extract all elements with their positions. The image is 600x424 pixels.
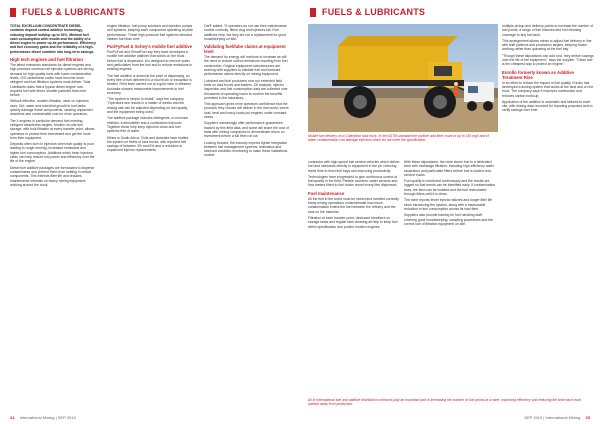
publication-name: International Mining | SEP 2019 xyxy=(19,415,76,420)
subhead-purifyfuel: PuriFyFuel & Schey's mobile fuel additive xyxy=(107,44,193,50)
haul-truck-illustration xyxy=(308,24,498,132)
paragraph: Without effective, modern filtration, wear on injectors rises. Dirt, water and microbial growth in fuel tanks quickly damage these components, causing unplanned downtime and considerable cost for mine operators. xyxy=(10,99,93,117)
subhead-high-tech-engines: High tech engines and fuel filtration xyxy=(10,57,84,63)
section-marker xyxy=(10,8,16,17)
paragraph: Mines in South Africa, Chile and Australia have trialled the system on fleets of haul trucks, with reported fuel savings of between 3% and 6% and a reduction in unplanned injector replacements. xyxy=(107,135,189,153)
right-col-1 xyxy=(308,160,400,396)
subhead-enrollo: Enrollo formerly known as Additive Treatment Rise xyxy=(502,69,574,80)
paragraph: "Though these stipulations can add cost, they deliver savings over the life of the equipment," says the supplier. "Clean fuel is the cheapest way to protect an engine." xyxy=(502,53,594,67)
paragraph: The additive package includes detergents, a corrosion inhibitor, a demulsifier and a combustion improver. Together these help keep injectors clean and fuel systems free of water. xyxy=(107,116,189,134)
right-col-2 xyxy=(404,160,496,396)
haul-truck-photo xyxy=(308,24,498,132)
paragraph: Technologies have progressed to give continuous control of fuel quality in the field. Particle counters, water sensors and flow meters fitted to fuel trucks record every litre dispensed. xyxy=(308,174,398,188)
paragraph: contractor with high-speed fuel service vehicles which deliver fuel and lubricants directly to equipment in the pit, reducing travel time to fixed fuel bays and improving productivity. xyxy=(308,160,400,173)
bottom-caption: All in international fuel and additive distribution contracts play an important part in increasing the number of fuel points at a mine, improving efficiency and reducing the time each truck spends away from production. xyxy=(308,398,582,407)
right-col-3 xyxy=(502,24,594,396)
paragraph: The fuel additive is dosed at the point of dispensing, so every litre of fuel delivered to a haul truck or excavator is treated. Field tests carried out at a gold mine in Western Australia showed measurable improvements in fuel economy. xyxy=(107,73,192,95)
photo-caption: Mobile fuel delivery on a Caterpillar haul truck. In the ASTM-standard the particle and fibre count of up to 150 mg/l and of water contamination can damage injectors which do not meet the specification. xyxy=(308,134,489,143)
paragraph: multiple pickup and delivery points to increase the number of fuel points, a range of fuel volumes and fuel cleaning coverage to any fuel tank. xyxy=(502,24,594,37)
paragraph: Looking forward, the industry expects tighter integration between fuel management systems, telematics and lubricant condition monitoring to make these validations routine. xyxy=(204,140,288,158)
paragraph: PuriFyFuel and SmartFuel say they have developed a mobile fuel additive platform that works on the truck before fuel is dispensed. It is designed to remove water and particulates from the fuel and to reduce emissions in existing engines. xyxy=(107,50,193,72)
paragraph: Lubricant and fuel producers now run extended field trials on haul trucks and loaders. Oil analysis, injector inspection and fuel consumption data are collected over thousands of operating hours to confirm the benefits promised in the laboratory. xyxy=(204,78,288,100)
page-number: 24 xyxy=(10,415,15,420)
paragraph: All the fuel in the world must be stored and handled correctly. Many mining operations underestimate how much contamination enters the fuel between the refinery and the tank on the machine. xyxy=(308,196,400,214)
paragraph: The latest emissions standards for diesel engines and high pressure common rail injection systems are driving demand for high quality fuels with lower contamination levels. ISO cleanliness codes have become more stringent and fuel filtration systems must deliver. Total Lubrifiants notes that a typical diesel engine now requires fuel with fewer, smaller particles than ever before. xyxy=(10,63,94,98)
paragraph: "The system is simple to install," says the company. "Operators see results in a matter of weeks and the dosing rate can be adjusted depending on fuel quality and the equipment being used." xyxy=(107,97,188,115)
paragraph: Tier 4 engines in particular demand fuel meeting stringent cleanliness targets. Modern on-site fuel storage, with bulk filtration at every transfer point, allows operators to protect their investment and get the most from their equipment. xyxy=(10,118,95,140)
paragraph: Cat® added: "If operators do not use their maintenance routine correctly, filters clog and injectors fail. Fuel additives help, but they are not a replacement for good housekeeping on site." xyxy=(204,24,288,41)
left-footer xyxy=(10,415,76,420)
page-number: 25 xyxy=(585,415,590,420)
publication-name: SEP 2019 | International Mining xyxy=(524,415,581,420)
left-col-2 xyxy=(107,24,193,406)
subhead-fuel-maintenance: Fuel maintenance xyxy=(308,190,345,196)
paragraph: engine filtration, fuel pump solutions and injection pumps and systems, keeping each component operating at peak performance. These high pressure fuel systems demand cleaner fuel than ever. xyxy=(107,24,193,41)
paragraph: This approach gives mine operators confidence that the products they choose will deliver in the real world, where dust, heat and heavy loads put engines under constant stress. xyxy=(204,102,289,120)
paragraph: Suppliers increasingly offer performance guarantees backed by this field data, and some will share the cost of trials with mining companies to demonstrate return on investment before a full fleet roll out. xyxy=(204,121,289,139)
paragraph: This arrangement allows mines to adjust fuel delivery in line with shift patterns and production targets, keeping trucks working rather than queueing at the fuel bay. xyxy=(502,38,592,52)
paragraph: With these stipulations, the mine stores fuel in a dedicated farm with multistage filtration, including high-efficiency water separators and particulate filters before fuel is loaded onto service trucks. xyxy=(404,160,495,177)
right-page-header xyxy=(310,6,425,18)
paragraph: The demand for energy will continue to increase as will the need to reduce carbon emissions resulting from fuel combustion. Original equipment manufacturers are working with suppliers to validate fuel and lubricant performance claims directly on mining equipment. xyxy=(204,55,288,77)
paragraph: Diesel fuel additive packages are formulated to disperse contaminants and prevent them from settling in critical components. This extends filter life and reduces maintenance intervals on heavy mining equipment working around the clock. xyxy=(10,165,95,187)
paragraph: Deposits often form in injectors when fuel quality is poor, leading to rough running, increased emissions and higher fuel consumption. Additives which keep injectors clean can help restore lost power and efficiency over the life of the engine. xyxy=(10,142,95,164)
paragraph: Filtration at each transfer point, desiccant breathers on storage tanks and regular tank cleaning all help to keep fuel within specification and protect modern engines. xyxy=(308,215,398,229)
left-col-3 xyxy=(204,24,290,406)
right-page xyxy=(300,0,600,424)
paragraph: Fuel quality is monitored continuously and the results are logged so that trends can be identified early. If contamination rises, the farm can be isolated and the fuel recirculated through filters until it is clean. xyxy=(404,179,496,197)
paragraph: The mine reports fewer injector failures and longer filter life since introducing the system, along with a measurable reduction in fuel consumption across its haul fleet. xyxy=(404,198,493,211)
right-section-title: FUELS & LUBRICANTS xyxy=(322,7,426,17)
subhead-validating-claims: Validating fuel/lube claims at equipment level xyxy=(204,44,286,55)
right-footer xyxy=(524,415,590,420)
article-intro: TOTAL EXCELLIUM CONCENTRATE DIESEL contains deposit control additive technology, reducing deposit buildup up to 94%. Minimal fuel cash consumption with results and the ability of a diesel engine to power up its performance. Efficiency and fuel economy gains and the reliability of a high-performance diesel combine into long-term savings. xyxy=(10,24,96,54)
paragraph: In an effort to reduce the impact of fuel quality, Enrollo has developed a dosing system that works at the tank and on the truck. The company says it improves combustion and reduces carbon build-up. xyxy=(502,80,594,98)
left-section-title: FUELS & LUBRICANTS xyxy=(22,7,126,17)
paragraph: Suppliers also provide training for fuel handling staff, covering good housekeeping, sampling procedures and the correct use of filtration equipment on site. xyxy=(404,213,493,226)
left-page-header xyxy=(10,6,125,18)
left-col-1 xyxy=(10,24,96,406)
section-marker xyxy=(310,8,316,17)
paragraph: Application of the additive is automatic and tailored to each site, with dosing data recorded for reporting purposes and to verify savings over time. xyxy=(502,99,593,113)
